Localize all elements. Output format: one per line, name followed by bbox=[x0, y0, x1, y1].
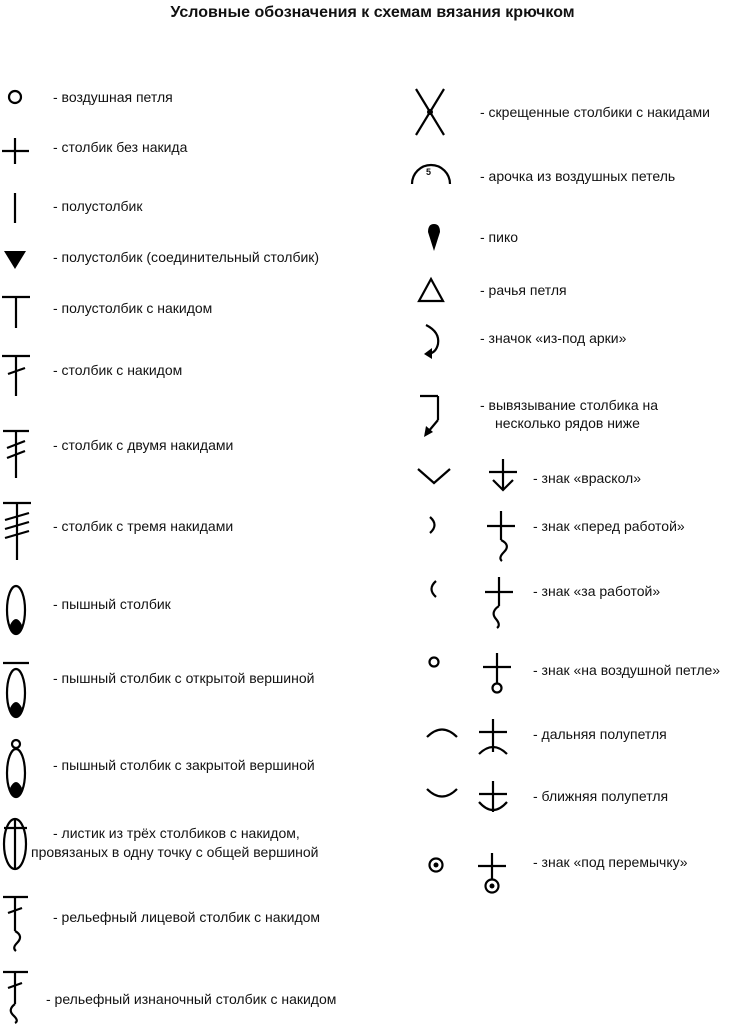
spike-stitch-icon bbox=[418, 392, 448, 440]
puff-open-top-icon bbox=[0, 660, 32, 720]
legend-label: - скрещенные столбики с накидами bbox=[480, 104, 710, 120]
legend-label: - знак «за работой» bbox=[533, 583, 661, 599]
legend-label: - столбик без накида bbox=[53, 139, 188, 155]
legend-label: - рельефный изнаночный столбик с накидом bbox=[46, 991, 337, 1007]
page-title: Условные обозначения к схемам вязания крючком bbox=[170, 4, 575, 21]
legend-label: - столбик с двумя накидами bbox=[53, 437, 234, 453]
legend-label: - полустолбик (соединительный столбик) bbox=[53, 249, 320, 265]
legend-label: - полустолбик с накидом bbox=[53, 300, 213, 316]
legend-label: - воздушная петля bbox=[53, 89, 173, 105]
legend-label: - ближняя полупетля bbox=[533, 788, 669, 804]
double-crochet-icon bbox=[0, 352, 32, 398]
puff-stitch-icon bbox=[0, 583, 32, 637]
chevron-down-icon bbox=[416, 466, 452, 486]
legend-label: - пико bbox=[480, 229, 519, 245]
chain-stitch-icon bbox=[0, 86, 30, 108]
double-treble-crochet-icon bbox=[0, 500, 34, 562]
half-stitch-icon bbox=[0, 190, 30, 226]
legend-label: - пышный столбик с открытой вершиной bbox=[53, 670, 315, 686]
legend-label: - пышный столбик с закрытой вершиной bbox=[53, 757, 315, 773]
back-loop-icon bbox=[474, 716, 512, 758]
in-front-icon bbox=[484, 508, 518, 562]
back-loop-arc-icon bbox=[424, 722, 460, 740]
front-loop-arc-icon bbox=[424, 786, 460, 804]
legend-label: - знак «враскол» bbox=[533, 470, 642, 486]
legend-label: - рельефный лицевой столбик с накидом bbox=[53, 909, 321, 925]
legend-label: - пышный столбик bbox=[53, 596, 171, 612]
legend-label: - полустолбик bbox=[53, 198, 143, 214]
front-hook-icon bbox=[424, 514, 442, 536]
on-chain-icon bbox=[480, 650, 514, 696]
half-double-crochet-icon bbox=[0, 294, 32, 330]
treble-crochet-icon bbox=[0, 428, 32, 480]
behind-icon bbox=[482, 574, 516, 630]
back-post-icon bbox=[0, 968, 32, 1024]
legend-label: - столбик с накидом bbox=[53, 362, 183, 378]
under-arch-icon bbox=[418, 322, 446, 360]
arch-count: 5 bbox=[426, 167, 432, 177]
legend-label: - знак «на воздушной петле» bbox=[533, 662, 721, 678]
crab-stitch-icon bbox=[416, 276, 446, 304]
under-bar-icon bbox=[474, 850, 510, 896]
legend-label: - значок «из-под арки» bbox=[480, 330, 627, 346]
slip-stitch-icon bbox=[0, 248, 30, 272]
small-chain-icon bbox=[426, 654, 442, 670]
puff-closed-top-icon bbox=[0, 738, 32, 800]
legend-label: - дальняя полупетля bbox=[533, 726, 667, 742]
legend-label: - арочка из воздушных петель bbox=[480, 168, 676, 184]
front-post-icon bbox=[0, 893, 32, 953]
picot-icon bbox=[424, 222, 444, 252]
legend-label: несколько рядов ниже bbox=[495, 415, 640, 431]
legend-label: - столбик с тремя накидами bbox=[53, 518, 234, 534]
front-loop-icon bbox=[474, 778, 512, 820]
back-hook-icon bbox=[424, 578, 442, 600]
single-crochet-icon bbox=[0, 136, 30, 166]
legend-label: - рачья петля bbox=[480, 282, 567, 298]
leaf-cluster-icon bbox=[0, 816, 32, 872]
legend-label: - вывязывание столбика на bbox=[480, 397, 659, 413]
legend-label: - знак «под перемычку» bbox=[533, 854, 688, 870]
dot-circle-icon bbox=[426, 855, 446, 875]
legend-label: - листик из трёх столбиков с накидом, bbox=[53, 825, 300, 841]
crossed-stitches-icon bbox=[412, 86, 448, 138]
legend-label: - знак «перед работой» bbox=[533, 518, 685, 534]
split-stitch-icon bbox=[486, 456, 520, 494]
legend-label: провязаных в одну точку с общей вершиной bbox=[31, 844, 319, 860]
